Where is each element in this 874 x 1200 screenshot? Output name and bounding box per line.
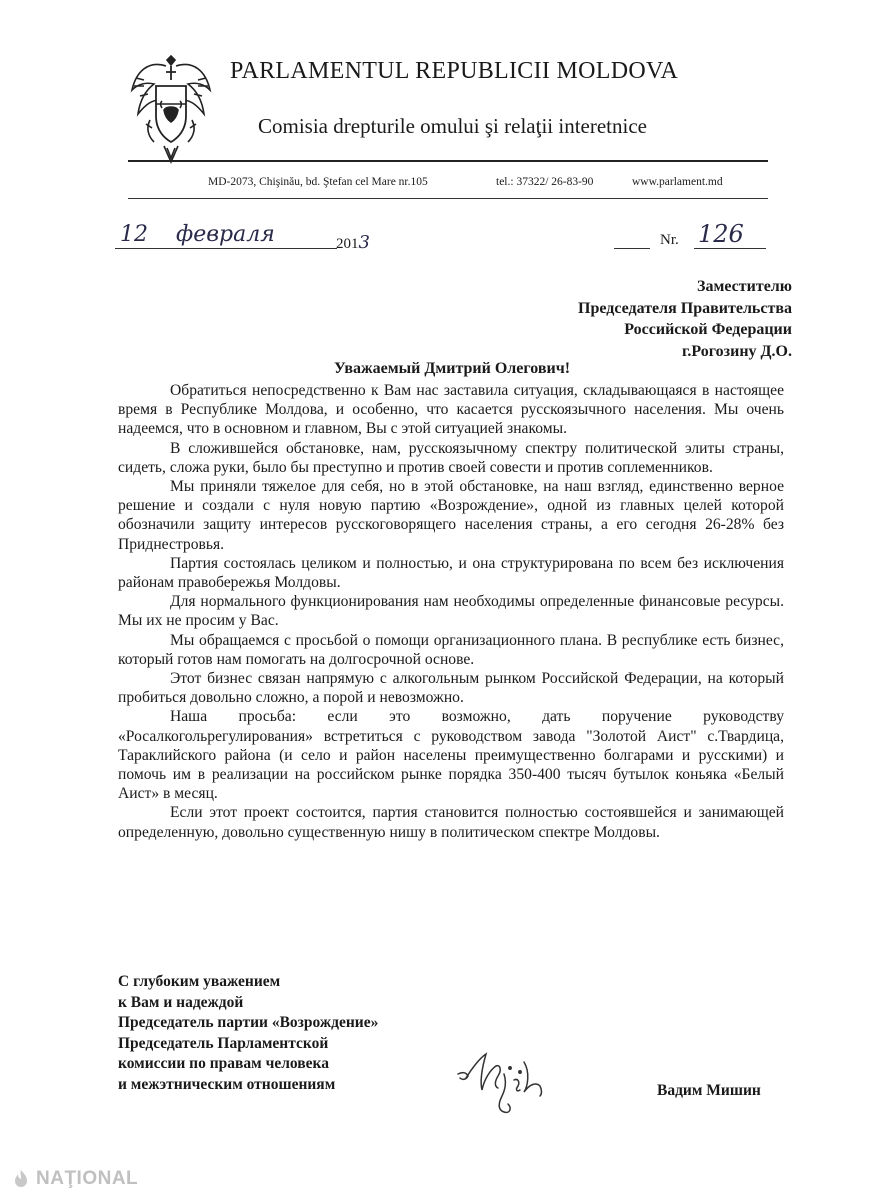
body-paragraph: Этот бизнес связан напрямую с алкогольным рынком Российской Федерации, на который пробиться довольно сложно, а порой и невозможно.	[118, 670, 784, 707]
closing-line: Председатель Парламентской	[118, 1034, 329, 1052]
body-paragraph: Обратиться непосредственно к Вам нас заставила ситуация, складывающаяся в настоящее время в Республике Молдова, и особенно, что касается русскоязычного населения. Мы очень надеемся, что в основном и главном, Вы с этой ситуацией знакомы.	[118, 382, 784, 438]
date-year-printed: 201	[336, 236, 359, 252]
address-divider	[128, 198, 768, 199]
date-month: февраля	[176, 222, 275, 247]
addressee-line: г.Рогозину Д.О.	[681, 342, 792, 360]
closing-line: Председатель партии «Возрождение»	[118, 1014, 379, 1032]
website: www.parlament.md	[632, 176, 723, 188]
body-paragraph: Мы приняли тяжелое для себя, но в этой обстановке, на наш взгляд, единственно верное решение и создали с нуля новую партию «Возрождение», одной из главных целей которой обозначили защиту интересов русскоговорящего населения страны, а его сегодня 26-28% без Приднестровья.	[118, 478, 784, 553]
addressee-block	[578, 276, 792, 362]
salutation: Уважаемый Дмитрий Олегович!	[333, 360, 571, 377]
date-underline	[115, 248, 337, 249]
postal-address: MD-2073, Chişinău, bd. Ştefan cel Mare nr.105	[208, 176, 428, 188]
handwritten-signature	[452, 1044, 622, 1124]
header-divider	[128, 160, 768, 162]
document-number: 126	[698, 220, 744, 248]
date-year-handwritten: 3	[358, 232, 370, 253]
commission-name: Comisia drepturile omului şi relaţii interetnice	[258, 114, 647, 138]
date-day: 12	[120, 222, 148, 247]
watermark	[10, 1168, 138, 1190]
closing-line: комиссии по правам человека	[118, 1055, 329, 1073]
letter-body	[118, 381, 784, 842]
phone-number: tel.: 37322/ 26-83-90	[496, 176, 594, 188]
body-paragraph: Наша просьба: если это возможно, дать поручение руководству «Росалкогольрегулирования» встретиться с руководством завода "Золотой Аист" с.Твардица, Тараклийского района (и село и район населены преимущественно болгарами и русскими) и помочь им в реализации на российском рынке порядка 350-400 тысяч бутылок коньяка «Белый Аист» в месяц.	[118, 708, 784, 803]
closing-line: к Вам и надеждой	[118, 993, 244, 1011]
body-paragraph: В сложившейся обстановке, нам, русскоязычному спектру политической элиты страны, сидеть, сложа руки, было бы преступно и против своей совести и против соплеменников.	[118, 439, 784, 476]
watermark-text: NAŢIONAL	[36, 1168, 139, 1189]
closing-line: С глубоким уважением	[118, 973, 281, 990]
signer-name: Вадим Мишин	[657, 1082, 761, 1099]
addressee-line: Председателя Правительства	[578, 299, 792, 317]
number-underline	[694, 248, 766, 249]
coat-of-arms-icon	[128, 50, 214, 168]
flame-logo-icon	[10, 1168, 32, 1190]
number-label: Nr.	[660, 232, 679, 248]
body-paragraph: Партия состоялась целиком и полностью, и она структурирована по всем без исключения районам правобережья Молдовы.	[118, 554, 784, 592]
addressee-line: Российской Федерации	[624, 321, 792, 338]
body-paragraph: Для нормального функционирования нам необходимы определенные финансовые ресурсы. Мы их не просим у Вас.	[118, 593, 784, 630]
closing-block	[118, 972, 378, 1096]
closing-line: и межэтническим отношениям	[118, 1075, 336, 1093]
body-paragraph: Мы обращаемся с просьбой о помощи организационного плана. В республике есть бизнес, который готов нам помогать на долгосрочной основе.	[118, 631, 784, 668]
body-paragraph: Если этот проект состоится, партия становится полностью состоявшейся и занимающей определенную, довольно существенную нишу в политическом спектре Молдовы.	[118, 804, 784, 841]
date-year	[336, 232, 370, 253]
addressee-line: Заместителю	[697, 278, 792, 295]
number-underline-left	[614, 248, 650, 249]
parliament-title: PARLAMENTUL REPUBLICII MOLDOVA	[230, 58, 679, 84]
